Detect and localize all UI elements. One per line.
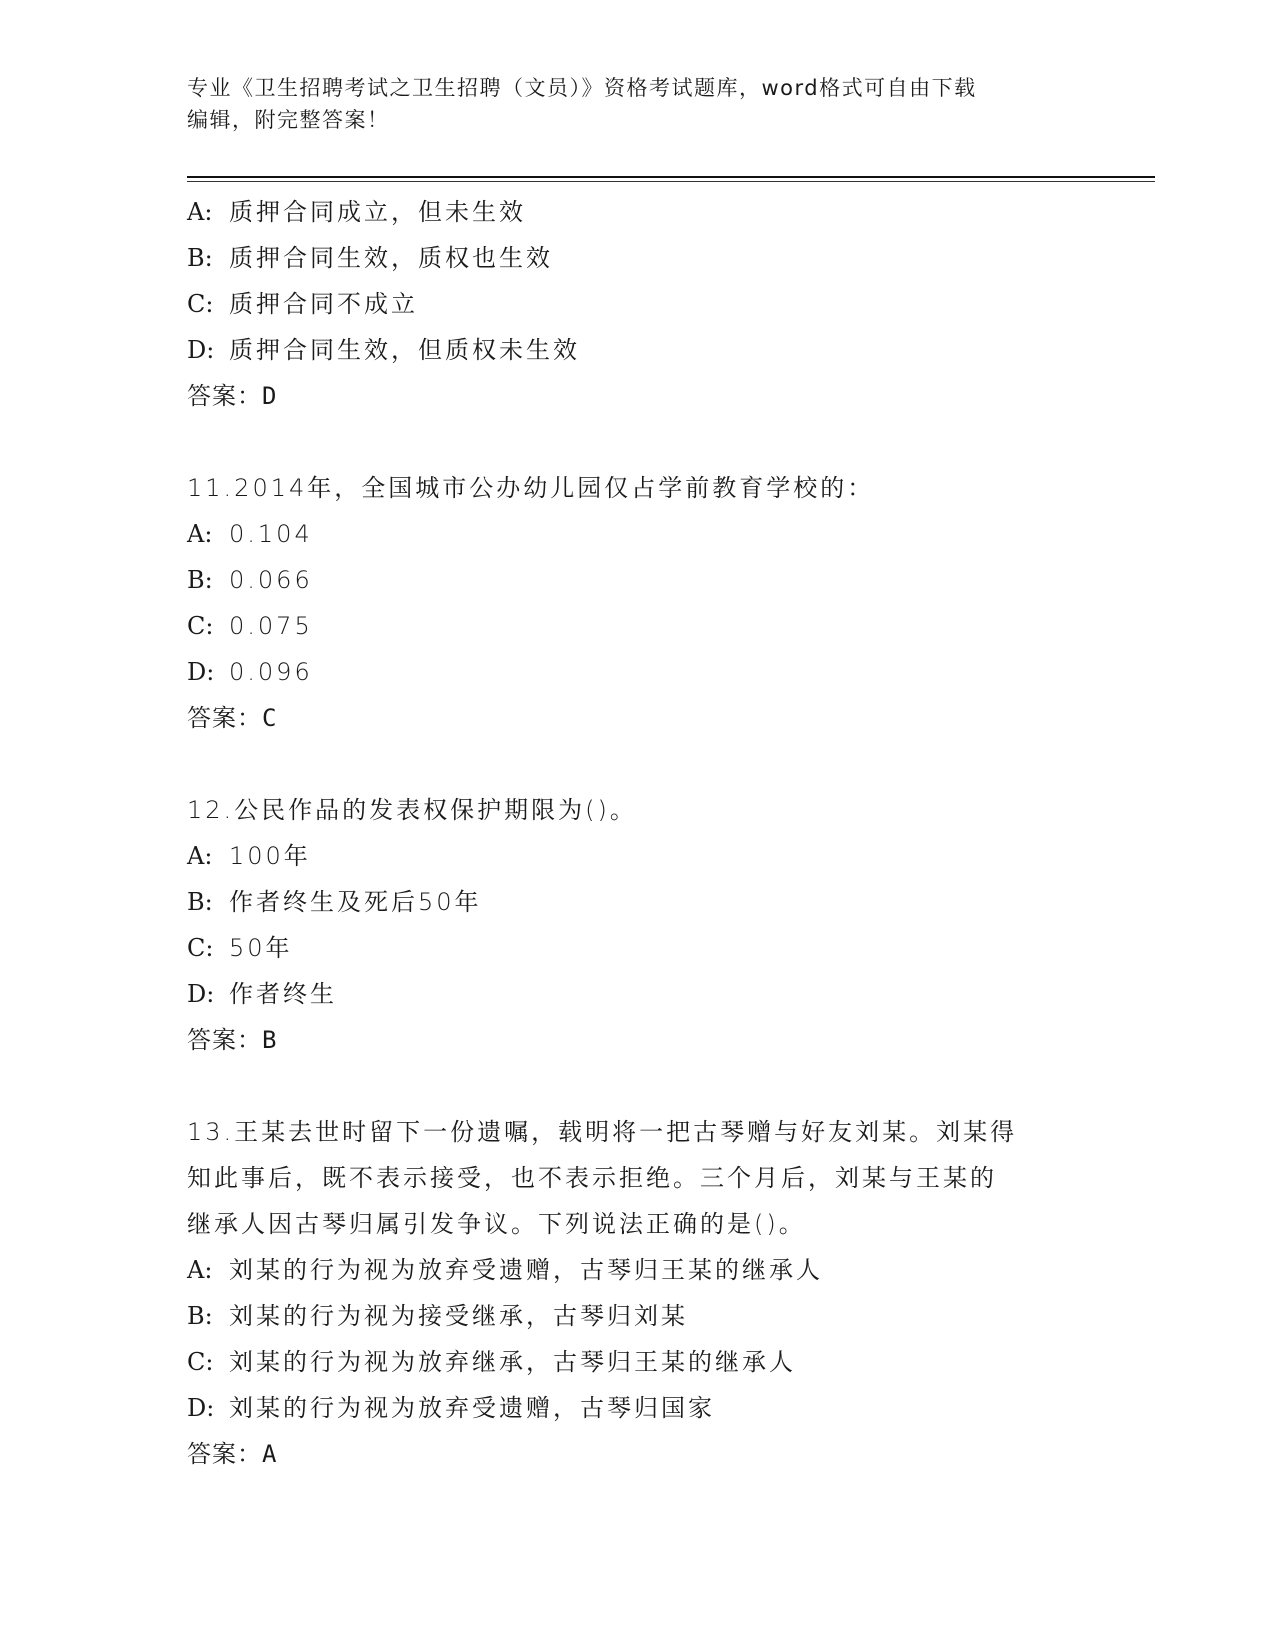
header-line-2: 编辑，附完整答案！ xyxy=(187,108,390,132)
option-text: 100年 xyxy=(229,842,311,870)
answer-line xyxy=(187,695,1087,741)
option-text: 刘某的行为视为接受继承，古琴归刘某 xyxy=(229,1302,688,1330)
option-a xyxy=(187,511,1087,557)
option-c xyxy=(187,1339,1087,1385)
option-text: 作者终生及死后50年 xyxy=(229,888,482,916)
option-key: B: xyxy=(187,566,213,594)
answer-value: A xyxy=(262,1440,278,1468)
option-key: D: xyxy=(187,336,215,364)
option-key: D: xyxy=(187,658,215,686)
question-stem-line-2: 知此事后，既不表示接受，也不表示拒绝。三个月后，刘某与王某的 xyxy=(187,1164,997,1192)
option-key: B: xyxy=(187,1302,213,1330)
option-key: A: xyxy=(187,842,213,870)
option-key: A: xyxy=(187,198,213,226)
option-text: 刘某的行为视为放弃受遗赠，古琴归王某的继承人 xyxy=(229,1256,823,1284)
answer-line xyxy=(187,1017,1087,1063)
option-key: C: xyxy=(187,612,214,640)
answer-label: 答案： xyxy=(187,382,262,410)
question-list xyxy=(187,189,1087,1477)
option-key: D: xyxy=(187,980,215,1008)
option-a xyxy=(187,833,1087,879)
spacer xyxy=(187,741,1087,787)
option-text: 刘某的行为视为放弃受遗赠，古琴归国家 xyxy=(229,1394,715,1422)
question-stem-line-3: 继承人因古琴归属引发争议。下列说法正确的是()。 xyxy=(187,1210,806,1238)
option-text: 0.104 xyxy=(229,520,313,548)
option-d xyxy=(187,1385,1087,1431)
option-b xyxy=(187,557,1087,603)
option-key: D: xyxy=(187,1394,215,1422)
question-11 xyxy=(187,465,1087,741)
document-header xyxy=(187,72,1087,136)
question-stem-line-1: 13.王某去世时留下一份遗嘱，载明将一把古琴赠与好友刘某。刘某得 xyxy=(187,1118,1018,1146)
answer-label: 答案： xyxy=(187,704,262,732)
answer-line xyxy=(187,1431,1087,1477)
option-a xyxy=(187,189,1087,235)
option-b xyxy=(187,235,1087,281)
option-text: 0.096 xyxy=(229,658,313,686)
option-key: C: xyxy=(187,290,214,318)
option-key: C: xyxy=(187,934,214,962)
header-line-1: 专业《卫生招聘考试之卫生招聘（文员）》资格考试题库，word格式可自由下载 xyxy=(187,76,977,100)
question-stem: 11.2014年，全国城市公办幼儿园仅占学前教育学校的： xyxy=(187,474,875,502)
option-c xyxy=(187,603,1087,649)
spacer xyxy=(187,1063,1087,1109)
question-stem: 12.公民作品的发表权保护期限为()。 xyxy=(187,796,637,824)
option-text: 作者终生 xyxy=(229,980,337,1008)
option-d xyxy=(187,327,1087,373)
option-d xyxy=(187,971,1087,1017)
option-key: A: xyxy=(187,1256,213,1284)
answer-label: 答案： xyxy=(187,1026,262,1054)
option-c xyxy=(187,925,1087,971)
answer-label: 答案： xyxy=(187,1440,262,1468)
option-text: 质押合同成立，但未生效 xyxy=(229,198,526,226)
question-13 xyxy=(187,1109,1087,1477)
question-12 xyxy=(187,787,1087,1063)
option-key: B: xyxy=(187,244,213,272)
header-rule-thick xyxy=(187,176,1155,178)
answer-value: B xyxy=(262,1026,278,1054)
option-text: 质押合同生效，质权也生效 xyxy=(229,244,553,272)
option-text: 质押合同生效，但质权未生效 xyxy=(229,336,580,364)
answer-line xyxy=(187,373,1087,419)
option-b xyxy=(187,1293,1087,1339)
option-text: 0.066 xyxy=(229,566,313,594)
answer-value: D xyxy=(262,382,278,410)
option-text: 0.075 xyxy=(229,612,313,640)
option-b xyxy=(187,879,1087,925)
header-rule-thin xyxy=(187,181,1155,182)
option-d xyxy=(187,649,1087,695)
question-10 xyxy=(187,189,1087,419)
option-a xyxy=(187,1247,1087,1293)
option-text: 质押合同不成立 xyxy=(229,290,418,318)
answer-value: C xyxy=(262,704,278,732)
option-text: 刘某的行为视为放弃继承，古琴归王某的继承人 xyxy=(229,1348,796,1376)
option-key: A: xyxy=(187,520,213,548)
option-key: C: xyxy=(187,1348,214,1376)
option-c xyxy=(187,281,1087,327)
spacer xyxy=(187,419,1087,465)
option-text: 50年 xyxy=(229,934,293,962)
option-key: B: xyxy=(187,888,213,916)
